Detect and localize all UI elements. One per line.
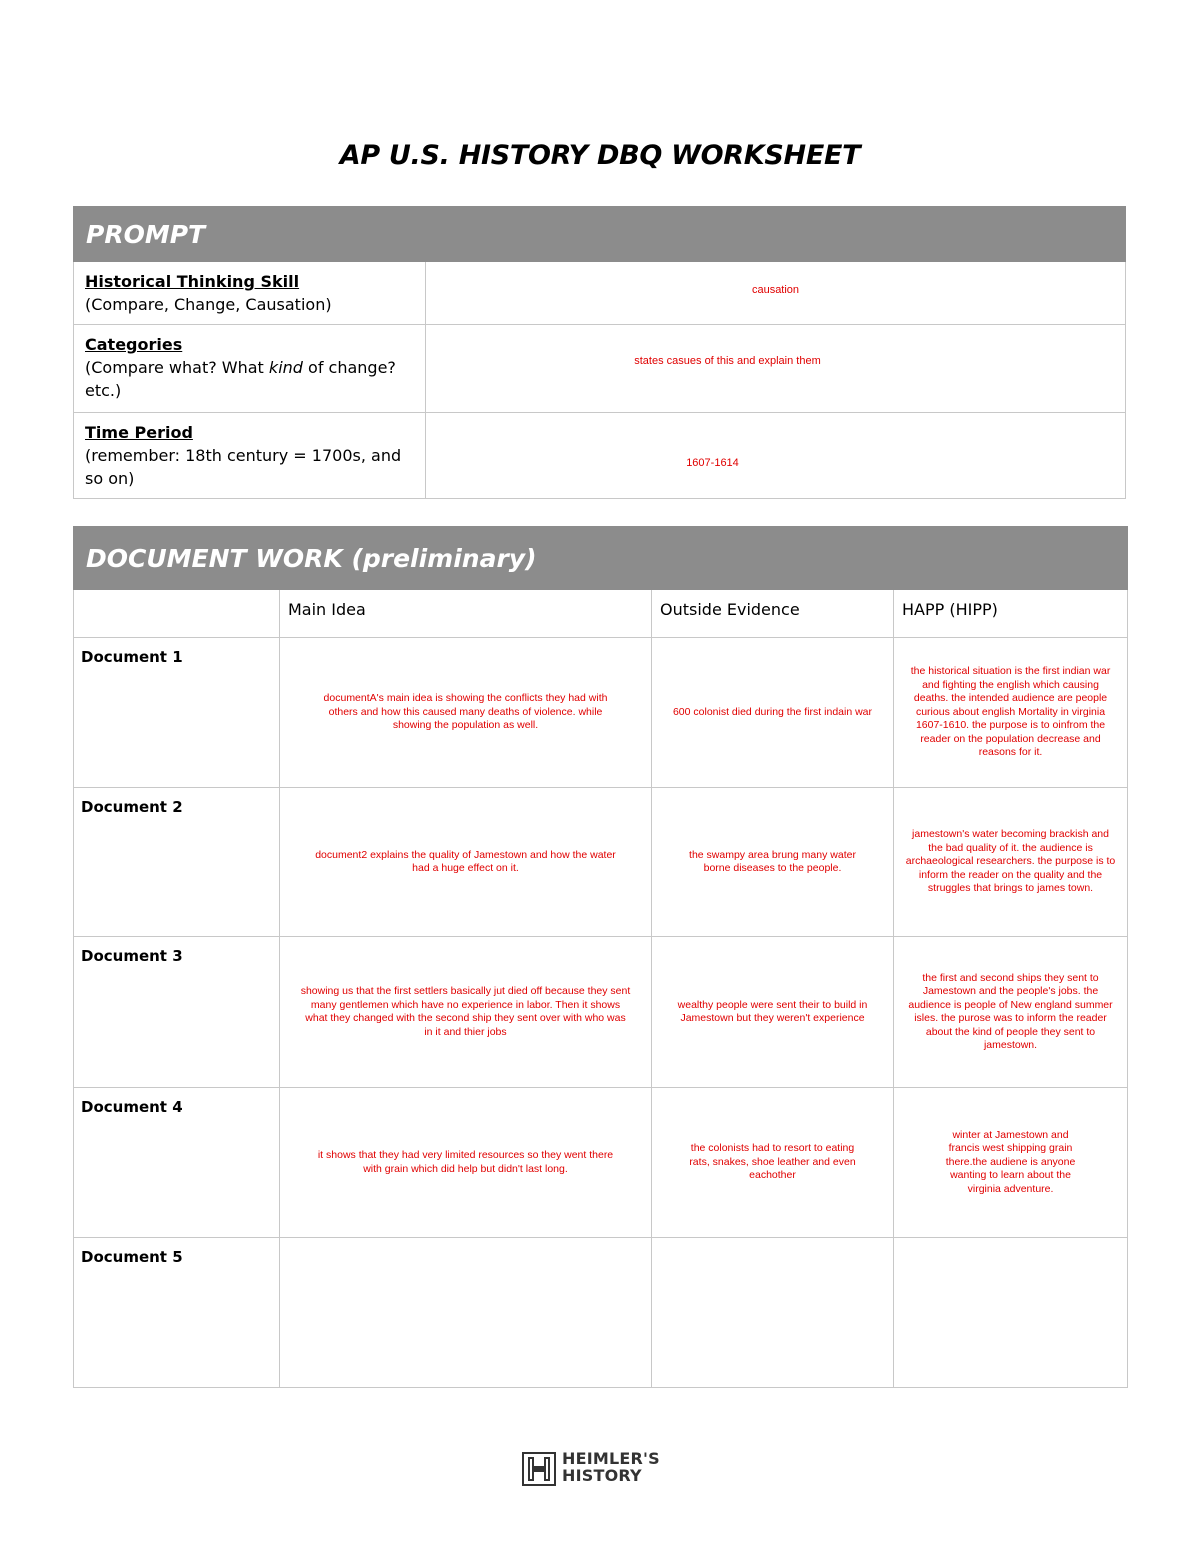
happ-cell[interactable]: the historical situation is the first indian war and fighting the english which causing deaths. the intended audience are people curious about english Mortality in virginia 1607-1610. the purpose is to oinfrom the reader on the population decrease and reasons for it. — [894, 638, 1128, 788]
document-row — [74, 788, 1128, 937]
logo-line-2: HISTORY — [562, 1466, 642, 1485]
column-header-blank — [74, 590, 280, 638]
column-header-row — [74, 590, 1128, 638]
categories-hint-italic: kind — [268, 358, 303, 377]
column-header-main-idea: Main Idea — [280, 590, 652, 638]
document-label: Document 1 — [74, 638, 280, 788]
document-row — [74, 638, 1128, 788]
categories-label: Categories — [85, 335, 183, 354]
happ-cell[interactable]: winter at Jamestown and francis west shipping grain there.the audiene is anyone wanting to learn about the virginia adventure. — [894, 1088, 1128, 1238]
time-hint: (remember: 18th century = 1700s, and so on) — [85, 446, 402, 488]
document-label: Document 5 — [74, 1238, 280, 1388]
categories-hint-part2: of change? etc.) — [85, 358, 396, 400]
outside-evidence-cell[interactable]: the swampy area brung many water borne diseases to the people. — [652, 788, 894, 937]
document-label: Document 3 — [74, 937, 280, 1088]
skill-label-cell — [74, 262, 426, 325]
skill-answer[interactable] — [426, 262, 1126, 325]
outside-evidence-cell[interactable]: wealthy people were sent their to build in Jamestown but they weren't experience — [652, 937, 894, 1088]
outside-evidence-cell[interactable]: the colonists had to resort to eating rats, snakes, shoe leather and even eachother — [652, 1088, 894, 1238]
main-idea-cell[interactable]: it shows that they had very limited resources so they went there with grain which did help but didn't last long. — [280, 1088, 652, 1238]
prompt-row-time — [74, 413, 1126, 499]
main-idea-cell[interactable]: documentA's main idea is showing the conflicts they had with others and how this caused many deaths of violence. while showing the population as well. — [280, 638, 652, 788]
document-work-header: DOCUMENT WORK (preliminary) — [74, 527, 1128, 590]
logo-text — [562, 1450, 660, 1484]
heimlers-history-logo — [522, 1450, 682, 1488]
main-idea-cell[interactable] — [280, 1238, 652, 1388]
outside-evidence-cell[interactable]: 600 colonist died during the first indain war — [652, 638, 894, 788]
prompt-row-skill — [74, 262, 1126, 325]
time-label: Time Period — [85, 423, 193, 442]
document-label: Document 4 — [74, 1088, 280, 1238]
document-row — [74, 1238, 1128, 1388]
categories-hint-part1: (Compare what? What — [85, 358, 269, 377]
categories-label-cell — [74, 325, 426, 413]
happ-cell[interactable] — [894, 1238, 1128, 1388]
categories-hint — [85, 356, 415, 402]
skill-hint: (Compare, Change, Causation) — [85, 295, 332, 314]
happ-cell[interactable]: jamestown's water becoming brackish and the bad quality of it. the audience is archaeological researchers. the purpose is to inform the reader on the quality and the struggles that brings to james town. — [894, 788, 1128, 937]
main-idea-cell[interactable]: showing us that the first settlers basically jut died off because they sent many gentlemen which have no experience in labor. Then it shows what they changed with the second ship they sent over with who was in it and thier jobs — [280, 937, 652, 1088]
logo-line-1: HEIMLER'S — [562, 1449, 660, 1468]
categories-answer-text: states casues of this and explain them — [634, 354, 821, 367]
page-title: AP U.S. HISTORY DBQ WORKSHEET — [339, 140, 861, 171]
document-row — [74, 1088, 1128, 1238]
document-work-table — [73, 526, 1128, 1388]
column-header-happ: HAPP (HIPP) — [894, 590, 1128, 638]
time-answer[interactable] — [426, 413, 1126, 499]
happ-cell[interactable]: the first and second ships they sent to Jamestown and the people's jobs. the audience is people of New england summer isles. the purose was to inform the reader about the kind of people they sent to jamestown. — [894, 937, 1128, 1088]
prompt-table — [73, 206, 1126, 499]
skill-answer-text: causation — [751, 284, 800, 296]
heimlers-logo-mark-icon — [522, 1452, 556, 1486]
skill-label: Historical Thinking Skill — [85, 272, 300, 291]
document-label: Document 2 — [74, 788, 280, 937]
document-row — [74, 937, 1128, 1088]
main-idea-cell[interactable]: document2 explains the quality of Jamestown and how the water had a huge effect on it. — [280, 788, 652, 937]
prompt-row-categories — [74, 325, 1126, 413]
outside-evidence-cell[interactable] — [652, 1238, 894, 1388]
column-header-outside-evidence: Outside Evidence — [652, 590, 894, 638]
categories-answer[interactable] — [426, 325, 1126, 413]
time-label-cell — [74, 413, 426, 499]
time-answer-text: 1607-1614 — [686, 456, 739, 469]
prompt-header: PROMPT — [74, 207, 1126, 262]
